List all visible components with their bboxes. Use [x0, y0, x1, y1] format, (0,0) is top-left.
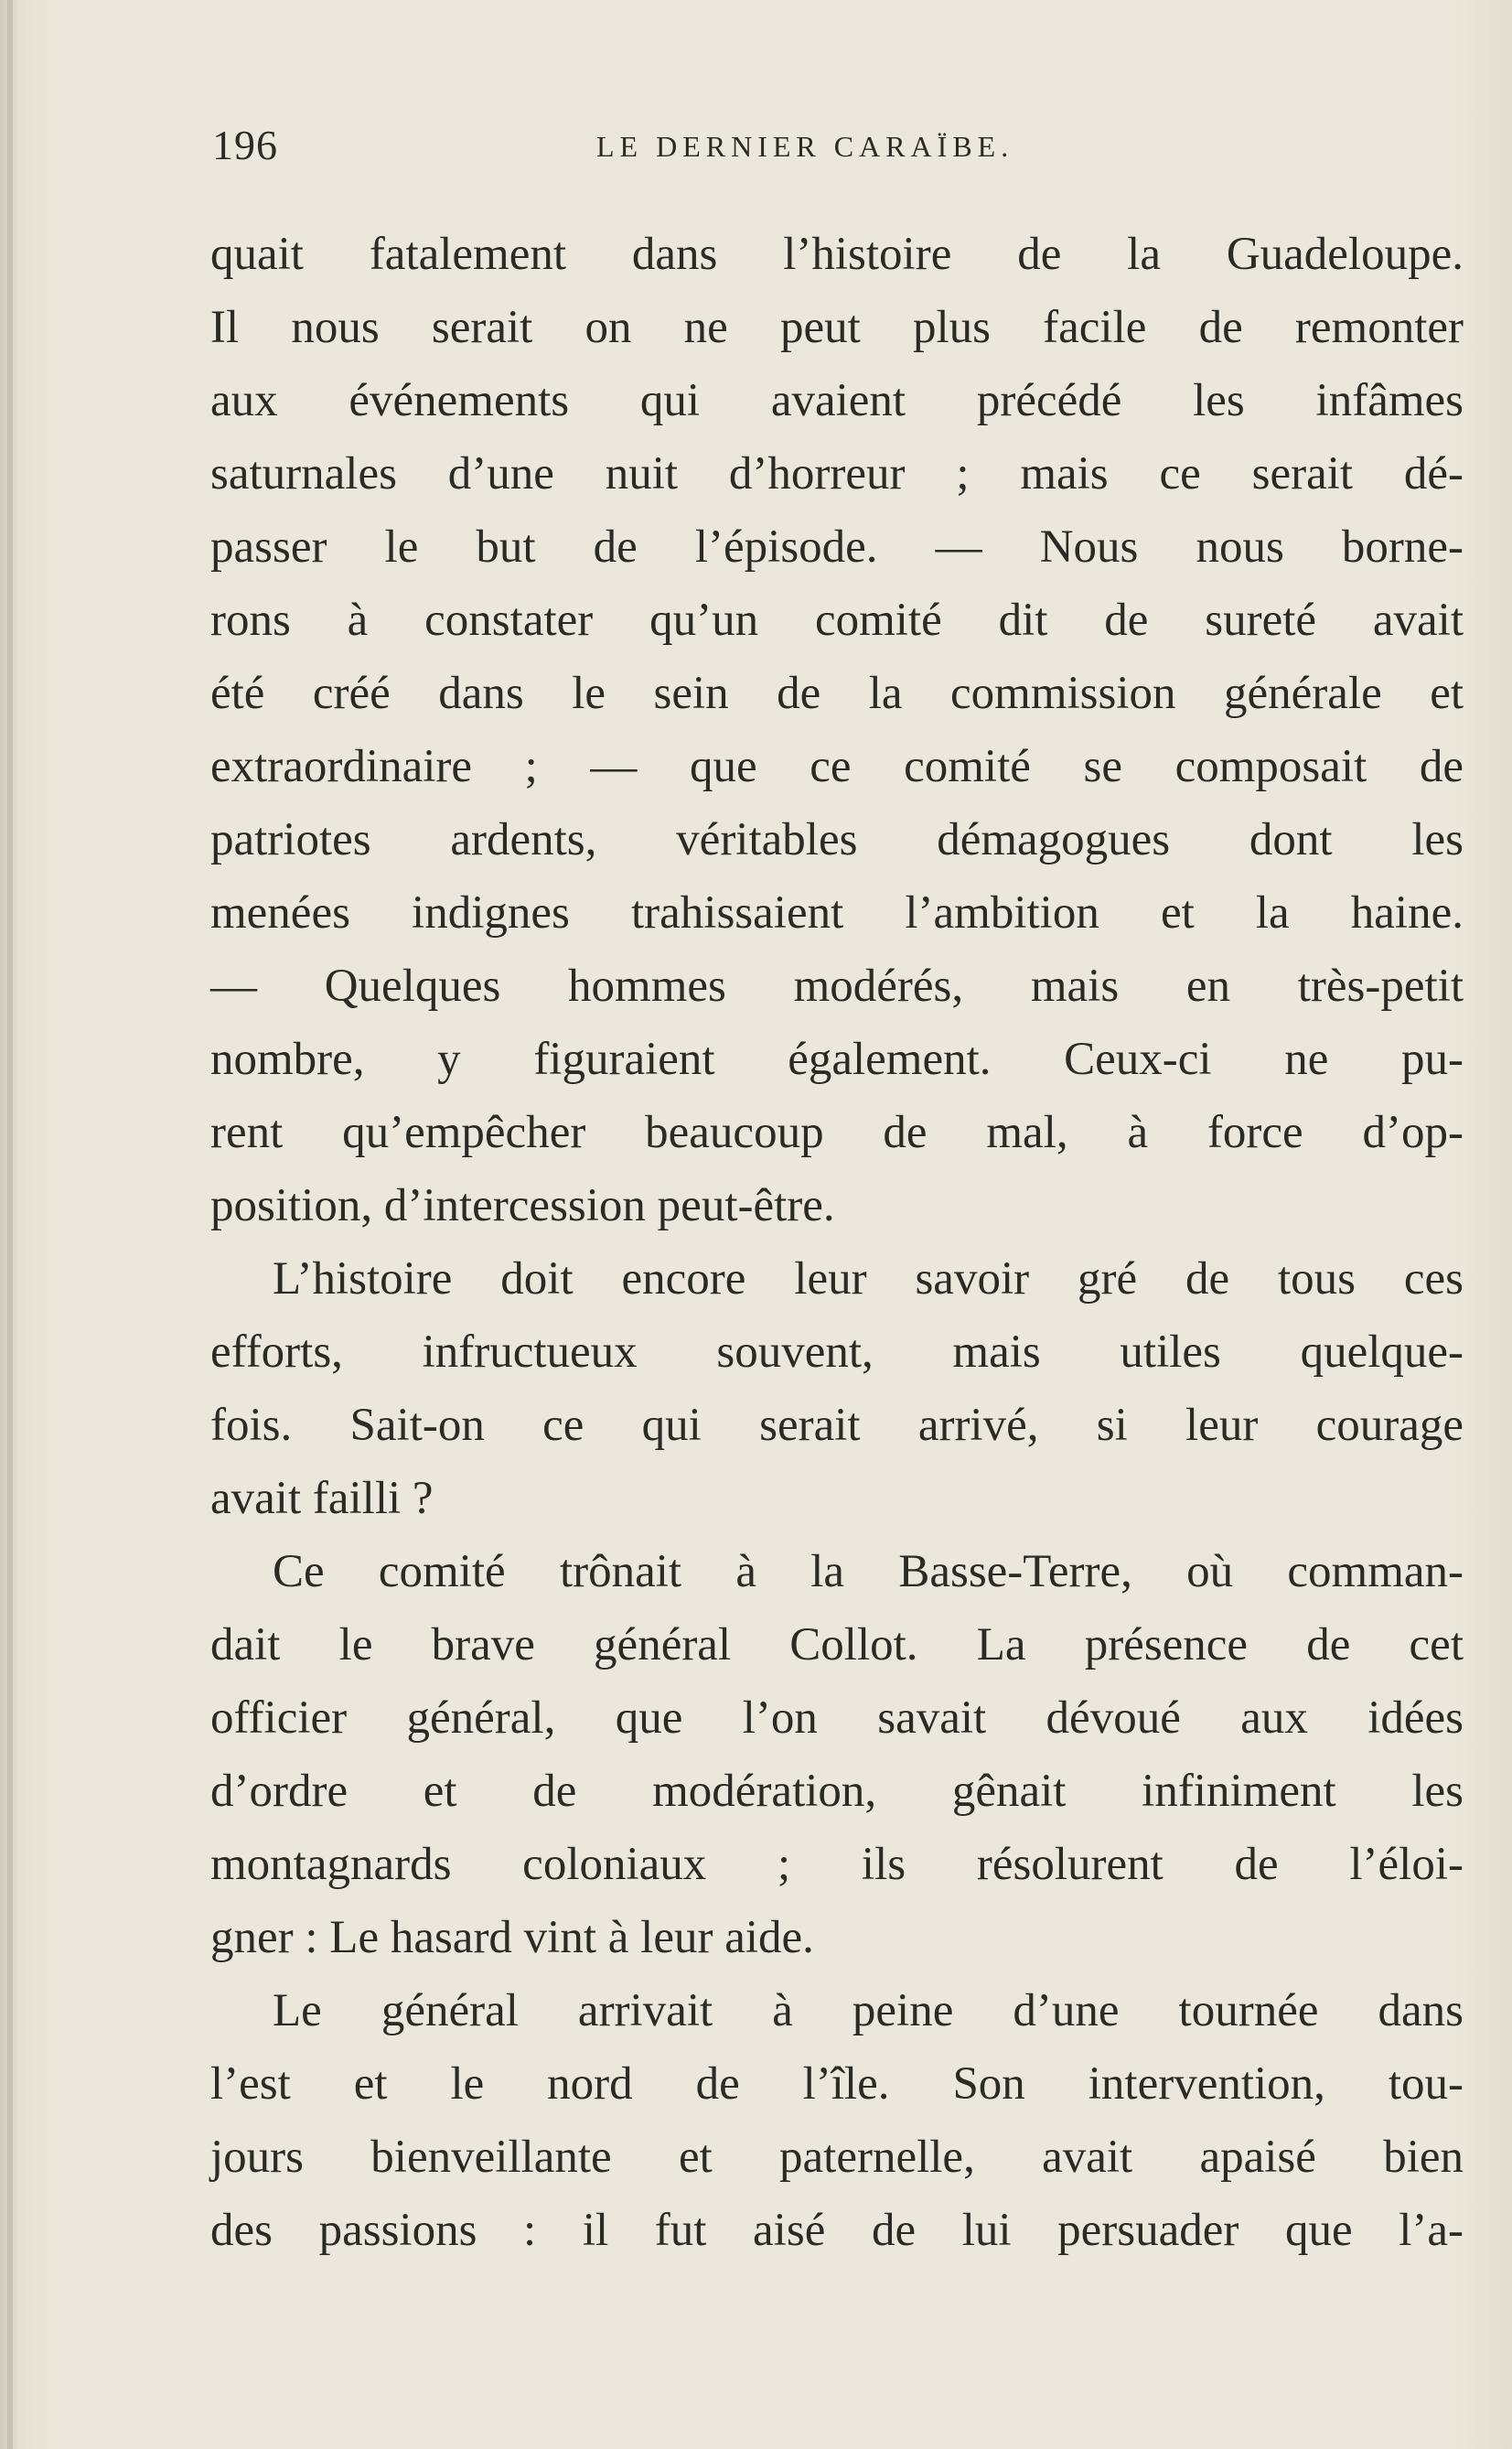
text-line: gner : Le hasard vint à leur aide.: [210, 1912, 814, 1963]
text-line: saturnales d’une nuit d’horreur ; mais ce serait dé-: [210, 448, 1464, 499]
text-line: fois. Sait-on ce qui serait arrivé, si leur courage: [210, 1400, 1464, 1451]
text-line: jours bienveillante et paternelle, avait apaisé bien: [210, 2132, 1464, 2183]
text-line: Ce comité trônait à la Basse-Terre, où comman-: [273, 1546, 1464, 1597]
running-head: LE DERNIER CARAÏBE.: [596, 130, 1014, 163]
text-line: rent qu’empêcher beaucoup de mal, à force d’op-: [210, 1107, 1464, 1158]
body-text: [210, 218, 1464, 2267]
text-line: rons à constater qu’un comité dit de sureté avait: [210, 595, 1464, 646]
text-line: position, d’intercession peut-être.: [210, 1180, 835, 1231]
text-line: nombre, y figuraient également. Ceux-ci ne pu-: [210, 1034, 1464, 1085]
text-line: été créé dans le sein de la commission générale et: [210, 668, 1464, 719]
binding-edge: [7, 0, 13, 2449]
text-line: efforts, infructueux souvent, mais utiles quelque-: [210, 1327, 1464, 1378]
text-line: aux événements qui avaient précédé les infâmes: [210, 375, 1464, 426]
text-line: montagnards coloniaux ; ils résolurent de l’éloi-: [210, 1839, 1464, 1890]
text-line: avait failli ?: [210, 1473, 434, 1524]
text-line: extraordinaire ; — que ce comité se composait de: [210, 741, 1464, 792]
text-line: l’est et le nord de l’île. Son intervention, tou-: [210, 2058, 1464, 2110]
text-line: Il nous serait on ne peut plus facile de remonter: [210, 302, 1464, 353]
text-line: dait le brave général Collot. La présence de cet: [210, 1619, 1464, 1670]
text-line: — Quelques hommes modérés, mais en très-petit: [210, 961, 1464, 1012]
text-line: L’histoire doit encore leur savoir gré de tous ces: [273, 1253, 1464, 1305]
text-line: passer le but de l’épisode. — Nous nous borne-: [210, 521, 1464, 573]
text-line: d’ordre et de modération, gênait infiniment les: [210, 1766, 1464, 1817]
text-line: Le général arrivait à peine d’une tournée dans: [273, 1985, 1464, 2036]
page-number: 196: [212, 122, 278, 168]
page-header: [212, 121, 1465, 185]
text-line: patriotes ardents, véritables démagogues dont les: [210, 814, 1464, 865]
text-line: quait fatalement dans l’histoire de la Guadeloupe.: [210, 229, 1464, 280]
text-line: menées indignes trahissaient l’ambition et la haine.: [210, 887, 1464, 939]
text-line: des passions : il fut aisé de lui persuader que l’a-: [210, 2205, 1464, 2256]
text-line: officier général, que l’on savait dévoué aux idées: [210, 1692, 1464, 1744]
